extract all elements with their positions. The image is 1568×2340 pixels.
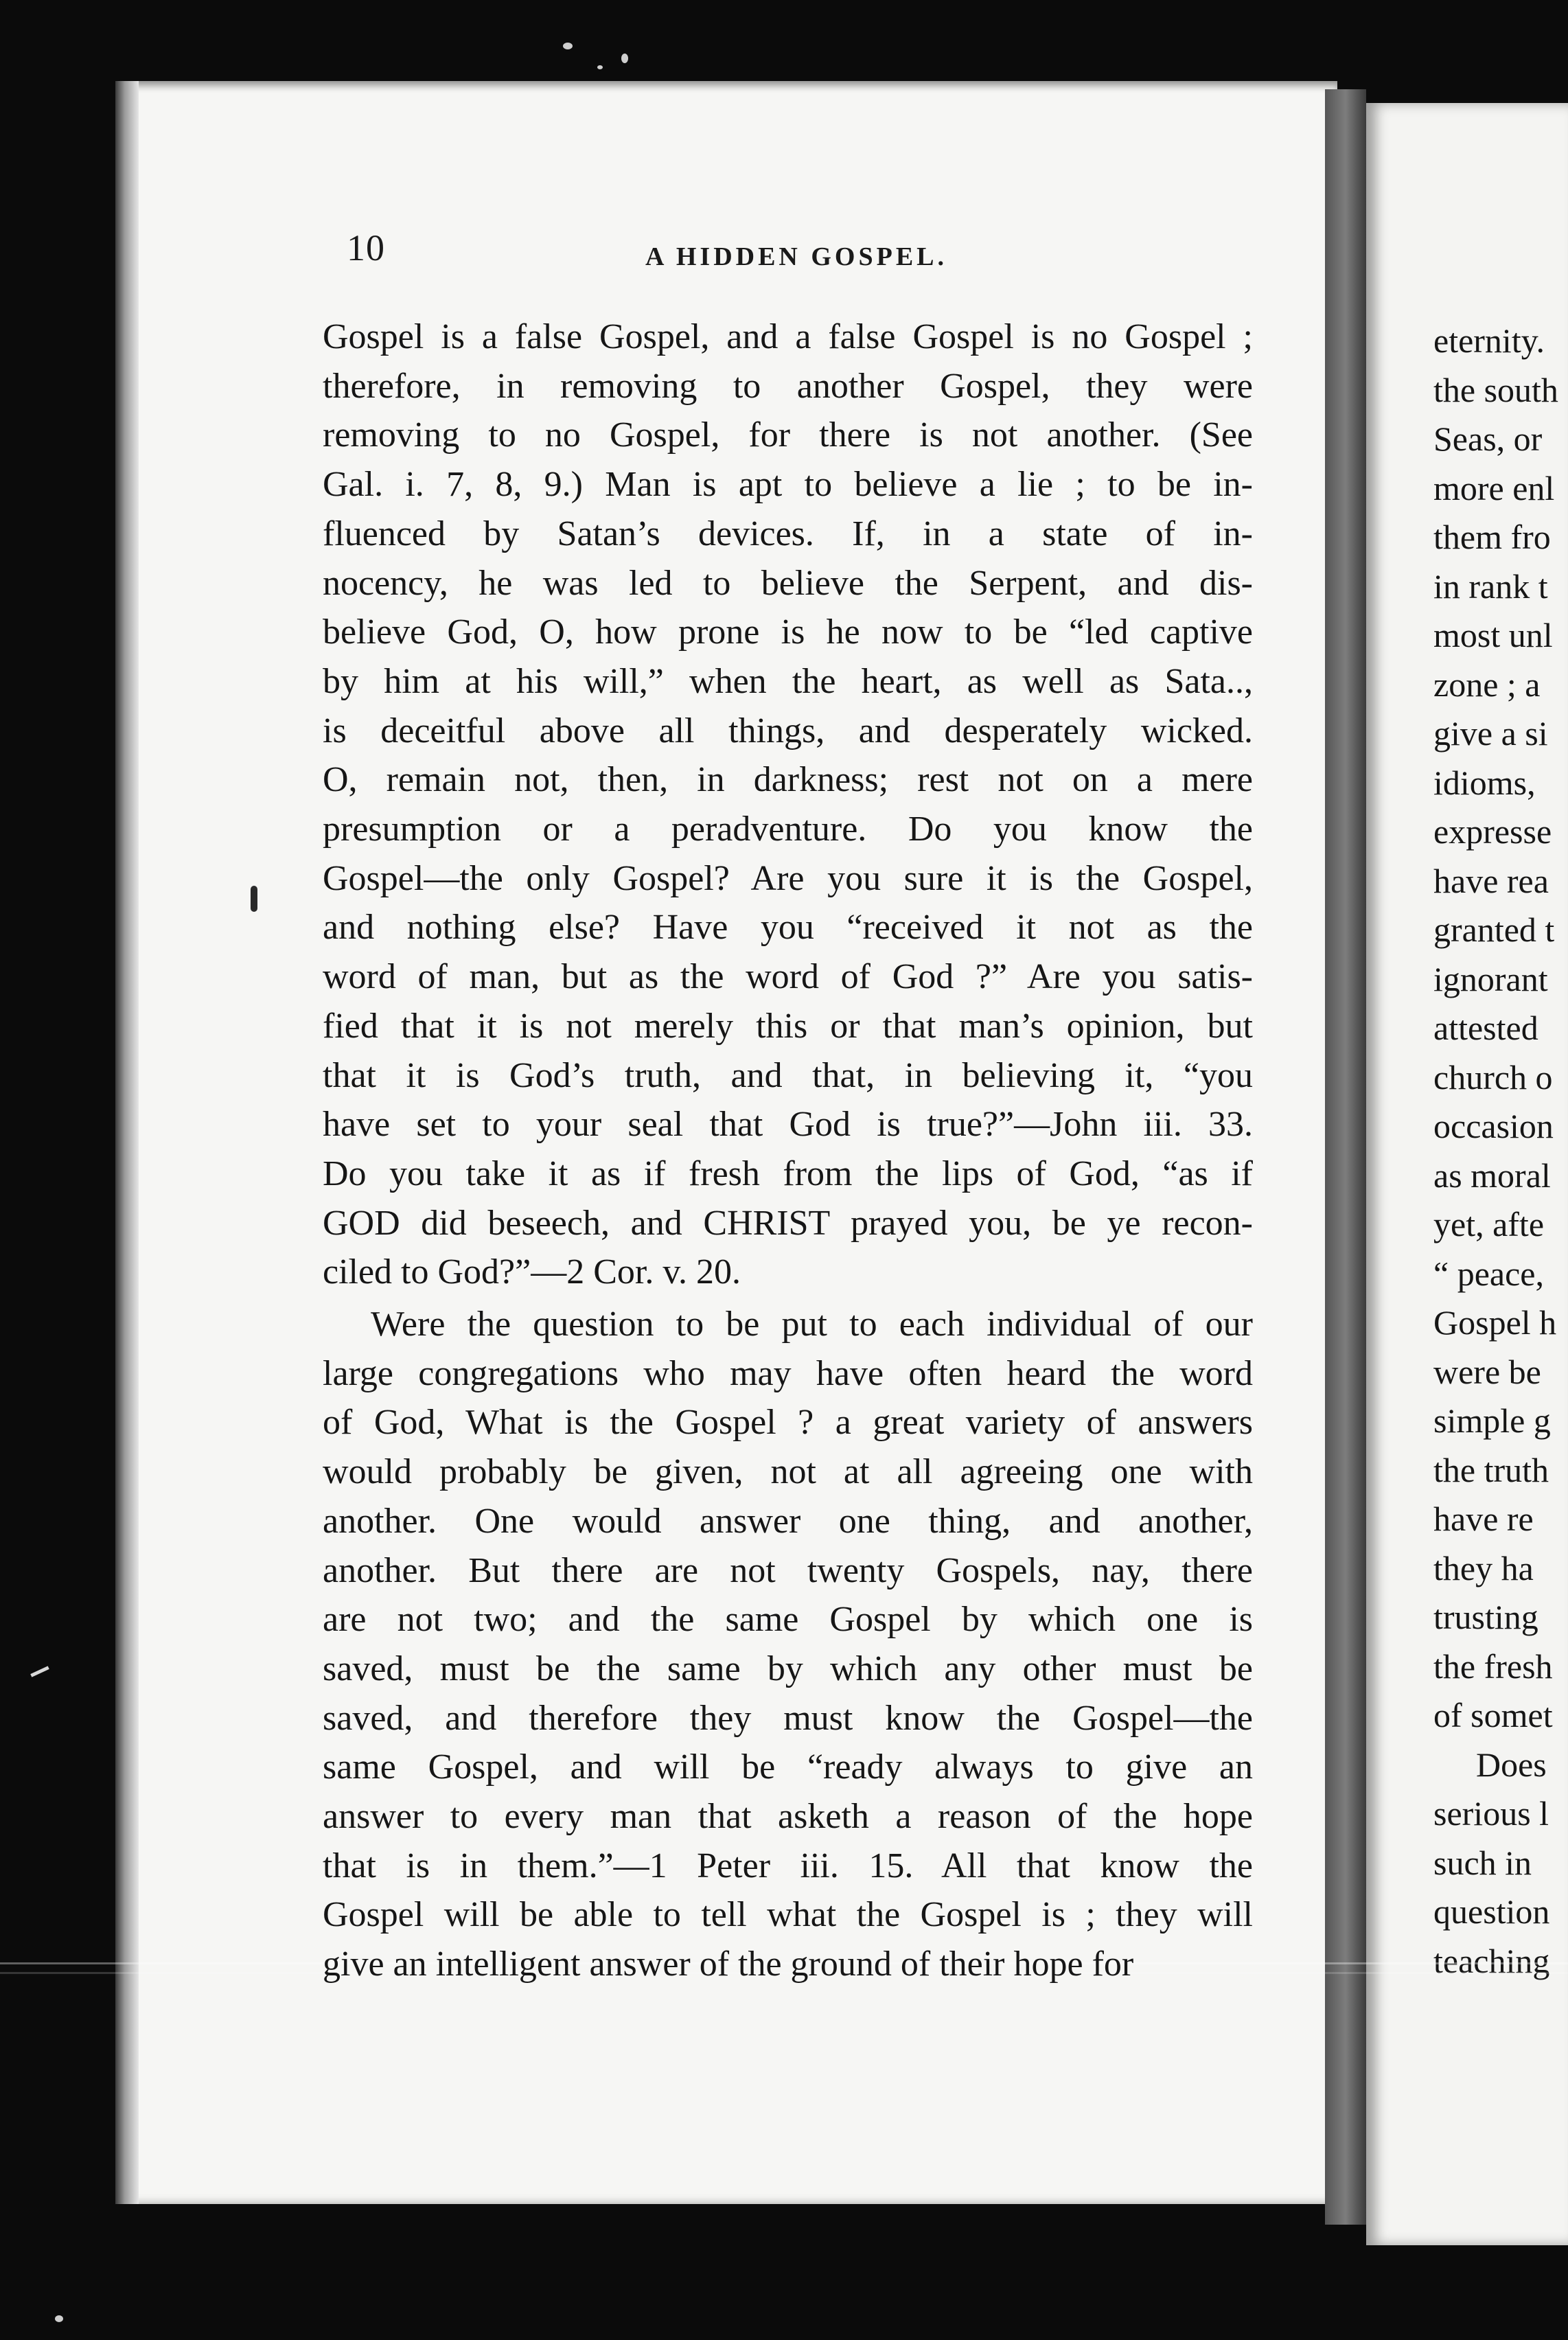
facing-text-line: were be [1433, 1352, 1541, 1391]
facing-page [1366, 103, 1568, 2245]
text-line: another. But there are not twenty Gospels, nay, there [323, 1550, 1253, 1590]
text-line: Gospel—the only Gospel? Are you sure it is the Gospel, [323, 858, 1253, 898]
text-line: nocency, he was led to believe the Serpent, and dis- [323, 563, 1253, 603]
facing-text-line: church o [1433, 1057, 1553, 1097]
text-line: Were the question to be put to each individual of our [371, 1305, 1253, 1344]
page-gutter [1325, 89, 1366, 2225]
text-line: fied that it is not merely this or that man’s opinion, but [323, 1006, 1253, 1046]
text-line: that is in them.”—1 Peter iii. 15. All that know the [323, 1846, 1253, 1885]
margin-mark [30, 1666, 49, 1677]
page-number: 10 [347, 227, 385, 268]
text-line: large congregations who may have often heard the word [323, 1353, 1253, 1393]
text-line: believe God, O, how prone is he now to be “led captive [323, 612, 1253, 652]
facing-text-line: eternity. [1433, 321, 1545, 360]
facing-text-line: Gospel h [1433, 1303, 1557, 1342]
facing-text-line: such in [1433, 1843, 1532, 1882]
text-line: same Gospel, and will be “ready always to give an [323, 1747, 1253, 1787]
text-line: presumption or a peradventure. Do you know the [323, 810, 1253, 849]
text-line: word of man, but as the word of God ?” Are you satis- [323, 957, 1253, 997]
facing-text-line: they ha [1433, 1548, 1534, 1587]
facing-text-line: give a si [1433, 714, 1548, 753]
scan-speck [563, 43, 573, 49]
facing-text-line: serious l [1433, 1794, 1549, 1833]
text-line: therefore, in removing to another Gospel, they were [323, 366, 1253, 406]
facing-text-line: simple g [1433, 1401, 1551, 1440]
text-line: are not two; and the same Gospel by which one is [323, 1600, 1253, 1640]
facing-text-line: have rea [1433, 861, 1549, 900]
scan-speck [621, 54, 628, 63]
page-edge [115, 81, 139, 2204]
text-line: have set to your seal that God is true?”—John iii. 33. [323, 1105, 1253, 1145]
facing-text-line: expresse [1433, 812, 1552, 851]
facing-text-line: idioms, [1433, 763, 1536, 802]
facing-text-line: the south [1433, 370, 1558, 409]
facing-text-line: yet, afte [1433, 1205, 1545, 1243]
text-line: GOD did beseech, and CHRIST prayed you, be ye recon- [323, 1203, 1253, 1243]
facing-text-line: teaching [1433, 1941, 1550, 1980]
text-line: fluenced by Satan’s devices. If, in a state of in- [323, 514, 1253, 553]
facing-text-line: as moral [1433, 1156, 1551, 1195]
scan-speck [597, 65, 603, 69]
facing-text-line: the fresh [1433, 1647, 1553, 1686]
facing-text-line: ignorant [1433, 959, 1548, 998]
facing-text-line: in rank t [1433, 566, 1548, 606]
text-line: of God, What is the Gospel ? a great variety of answers [323, 1403, 1253, 1443]
facing-text-line: granted t [1433, 910, 1555, 949]
ink-mark [251, 886, 257, 912]
text-line: saved, must be the same by which any other must be [323, 1649, 1253, 1688]
facing-text-line: “ peace, [1433, 1254, 1544, 1293]
text-line: is deceitful above all things, and desperately wicked. [323, 711, 1253, 750]
text-line: by him at his will,” when the heart, as well as Sata.., [323, 661, 1253, 701]
facing-text-line: Does [1476, 1745, 1547, 1784]
text-line: give an intelligent answer of the ground of their hope for [323, 1945, 1134, 1984]
scan-speck [55, 2315, 63, 2322]
facing-text-line: occasion [1433, 1107, 1554, 1145]
text-line: O, remain not, then, in darkness; rest not on a mere [323, 760, 1253, 800]
text-line: answer to every man that asketh a reason of the hope [323, 1797, 1253, 1836]
facing-text-line: Seas, or [1433, 420, 1543, 458]
facing-text-line: zone ; a [1433, 665, 1541, 704]
text-line: saved, and therefore they must know the Gospel—the [323, 1698, 1253, 1738]
text-line: Gal. i. 7, 8, 9.) Man is apt to believe a lie ; to be in- [323, 465, 1253, 505]
facing-text-line: more enl [1433, 468, 1555, 507]
text-line: that it is God’s truth, and that, in believing it, “you [323, 1055, 1253, 1095]
text-line: Do you take it as if fresh from the lips of God, “as if [323, 1154, 1253, 1193]
running-title: A HIDDEN GOSPEL. [645, 242, 948, 271]
facing-text-line: of somet [1433, 1696, 1553, 1734]
text-line: ciled to God?”—2 Cor. v. 20. [323, 1252, 741, 1292]
facing-text-line: question [1433, 1892, 1550, 1931]
text-line: Gospel will be able to tell what the Gospel is ; they will [323, 1895, 1253, 1935]
text-line: and nothing else? Have you “received it not as the [323, 908, 1253, 948]
text-line: removing to no Gospel, for there is not another. (See [323, 415, 1253, 455]
facing-text-line: them fro [1433, 518, 1551, 556]
facing-text-line: most unl [1433, 616, 1553, 654]
facing-text-line: the truth [1433, 1450, 1549, 1489]
text-line: another. One would answer one thing, and another, [323, 1501, 1253, 1541]
facing-text-line: have re [1433, 1500, 1534, 1538]
text-line: would probably be given, not at all agreeing one with [323, 1452, 1253, 1492]
facing-text-line: trusting [1433, 1598, 1538, 1636]
facing-text-line: attested [1433, 1009, 1538, 1047]
text-line: Gospel is a false Gospel, and a false Gospel is no Gospel ; [323, 317, 1253, 356]
